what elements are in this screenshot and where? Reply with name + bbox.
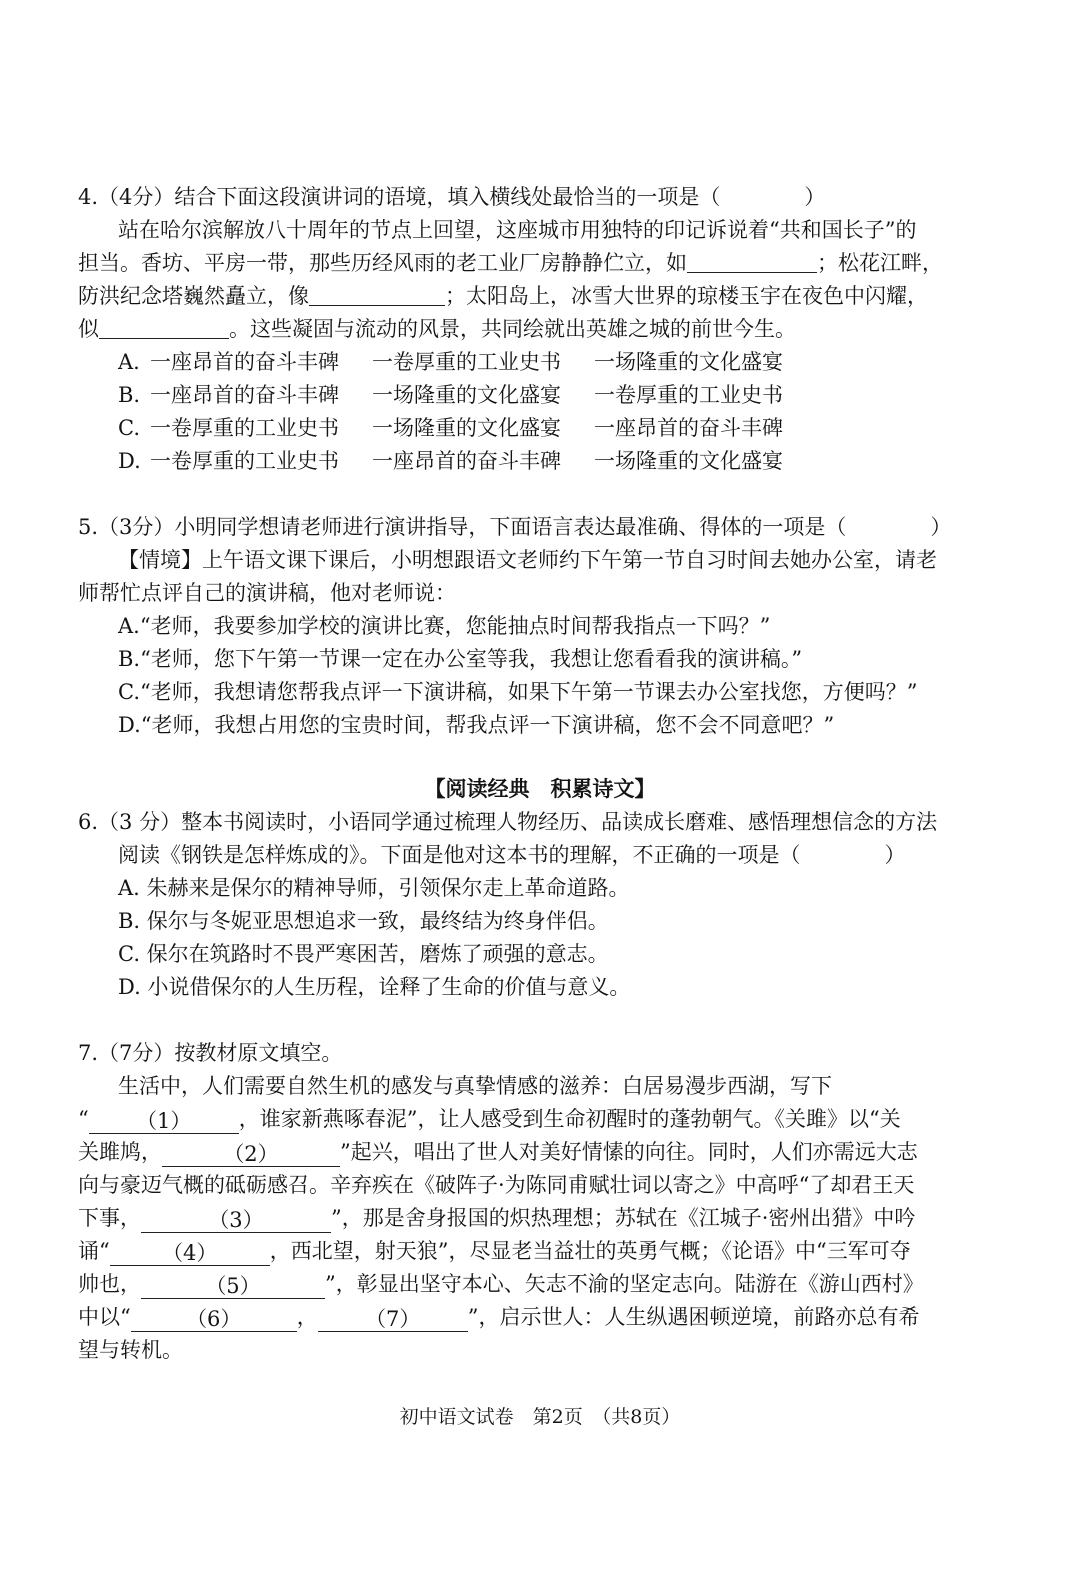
option-choice: 一场隆重的文化盛宴 [594,449,783,473]
q5-stem: 5.（3分）小明同学想请老师进行演讲指导，下面语言表达最准确、得体的一项是（ ） [78,515,952,539]
q4-passage-line-3 [78,280,1008,313]
q5-option-d[interactable]: D.“老师，我想占用您的宝贵时间，帮我点评一下演讲稿，您不会不同意吧？” [118,713,835,737]
q7-passage-line-5 [78,1202,1008,1235]
option-choice: 一场隆重的文化盛宴 [372,383,561,407]
option-choice: 一卷厚重的工业史书 [372,350,561,374]
q7-passage-line-7 [78,1268,1008,1301]
q4-passage-text: 防洪纪念塔巍然矗立，像 [78,284,309,308]
fill-blank-5[interactable]: （5） [141,1274,325,1299]
q4-passage-text: ；松花江畔， [817,251,943,275]
q7-passage-text: ”，彰显出坚守本心、矢志不渝的坚定志向。陆游在《游山西村》 [325,1272,924,1296]
answer-blank[interactable] [309,283,445,306]
q7-passage-text: ”，启示世人：人生纵遇困顿逆境，前路亦总有希 [467,1305,920,1329]
q6-stem-line-1: 6.（3 分）整本书阅读时，小语同学通过梳理人物经历、品读成长磨难、感悟理想信念的方法 [78,810,938,834]
q5-context-line-2: 师帮忙点评自己的演讲稿，他对老师说： [78,581,456,605]
fill-blank-4[interactable]: （4） [110,1241,270,1266]
q7-passage-text: 关雎鸠， [78,1140,162,1164]
option-choice: 一座昂首的奋斗丰碑 [372,449,561,473]
q7-passage-text: 诵“ [78,1239,110,1263]
option-choice: 一卷厚重的工业史书 [150,416,339,440]
q4-passage-text: ；太阳岛上，冰雪大世界的琼楼玉宇在夜色中闪耀， [445,284,928,308]
q4-passage-text: 担当。香坊、平房一带，那些历经风雨的老工业厂房静静伫立，如 [78,251,687,275]
q4-passage-line-2 [78,247,1008,280]
q4-passage-line-4 [78,313,1008,346]
section-title: 【阅读经典 积累诗文】 [424,776,656,801]
fill-blank-6[interactable]: （6） [131,1307,297,1332]
q5-option-c[interactable]: C.“老师，我想请您帮我点评一下演讲稿，如果下午第一节课去办公室找您，方便吗？” [118,680,918,704]
q7-passage-text: ，谁家新燕啄春泥”，让人感受到生命初醒时的蓬勃朝气。《关雎》以“关 [238,1107,901,1131]
q4-passage-text: 。这些凝固与流动的风景，共同绘就出英雄之城的前世今生。 [229,317,796,341]
q7-passage-line-6 [78,1235,1008,1268]
fill-blank-3[interactable]: （3） [141,1208,331,1233]
q7-passage-text: ， [296,1305,318,1329]
q6-option-b[interactable]: B. 保尔与冬妮亚思想追求一致，最终结为终身伴侣。 [118,909,609,933]
answer-blank[interactable] [687,250,817,273]
q5-option-b[interactable]: B.“老师，您下午第一节课一定在办公室等我，我想让您看看我的演讲稿。” [118,647,803,671]
option-choice: 一座昂首的奋斗丰碑 [594,416,783,440]
fill-blank-1[interactable]: （1） [89,1109,239,1134]
q4-passage-text: 似 [78,317,99,341]
option-choice: 一座昂首的奋斗丰碑 [150,350,339,374]
option-letter: A. [118,350,140,374]
q7-passage-text: 帅也， [78,1272,141,1296]
option-choice: 一场隆重的文化盛宴 [594,350,783,374]
q7-stem: 7.（7分）按教材原文填空。 [78,1041,343,1065]
q7-passage-text: 中以“ [78,1305,131,1329]
q6-option-d[interactable]: D. 小说借保尔的人生历程，诠释了生命的价值与意义。 [118,975,631,999]
option-choice: 一卷厚重的工业史书 [594,383,783,407]
q7-passage-line-3 [78,1136,1008,1169]
q4-stem: 4.（4分）结合下面这段演讲词的语境，填入横线处最恰当的一项是（ ） [78,185,826,209]
page-footer: 初中语文试卷 第2页 （共8页） [399,1406,681,1428]
q6-stem-line-2: 阅读《钢铁是怎样炼成的》。下面是他对这本书的理解，不正确的一项是（ ） [118,843,906,867]
q7-passage-line-4: 向与豪迈气概的砥砺感召。辛弃疾在《破阵子·为陈同甫赋壮词以寄之》中高呼“了却君王天 [78,1173,915,1197]
q7-passage-line-1: 生活中，人们需要自然生机的感发与真挚情感的滋养：白居易漫步西湖，写下 [118,1074,832,1098]
option-letter: D. [118,449,141,473]
option-letter: C. [118,416,140,440]
q7-passage-line-9: 望与转机。 [78,1338,183,1362]
q4-passage-line-1: 站在哈尔滨解放八十周年的节点上回望，这座城市用独特的印记诉说着“共和国长子”的 [118,218,917,242]
fill-blank-2[interactable]: （2） [162,1142,340,1167]
q7-passage-text: ”，那是舍身报国的炽热理想；苏轼在《江城子·密州出猎》中吟 [331,1206,916,1230]
option-choice: 一座昂首的奋斗丰碑 [150,383,339,407]
fill-blank-7[interactable]: （7） [318,1307,468,1332]
q5-context-line-1: 【情境】上午语文课下课后，小明想跟语文老师约下午第一节自习时间去她办公室，请老 [118,548,937,572]
q6-option-a[interactable]: A. 朱赫来是保尔的精神导师，引领保尔走上革命道路。 [118,876,630,900]
option-choice: 一卷厚重的工业史书 [150,449,339,473]
answer-blank[interactable] [99,316,229,339]
q7-passage-line-2 [78,1103,1008,1136]
q7-passage-text: 下事， [78,1206,141,1230]
option-choice: 一场隆重的文化盛宴 [372,416,561,440]
q7-passage-text: “ [78,1107,89,1131]
q7-passage-text: ，西北望，射天狼”，尽显老当益壮的英勇气概；《论语》中“三军可夺 [269,1239,911,1263]
q7-passage-text: ”起兴，唱出了世人对美好情愫的向往。同时，人们亦需远大志 [340,1140,918,1164]
q5-option-a[interactable]: A.“老师，我要参加学校的演讲比赛，您能抽点时间帮我指点一下吗？” [118,614,771,638]
q7-passage-line-8 [78,1301,1008,1334]
option-letter: B. [118,383,141,407]
q6-option-c[interactable]: C. 保尔在筑路时不畏严寒困苦，磨炼了顽强的意志。 [118,942,609,966]
